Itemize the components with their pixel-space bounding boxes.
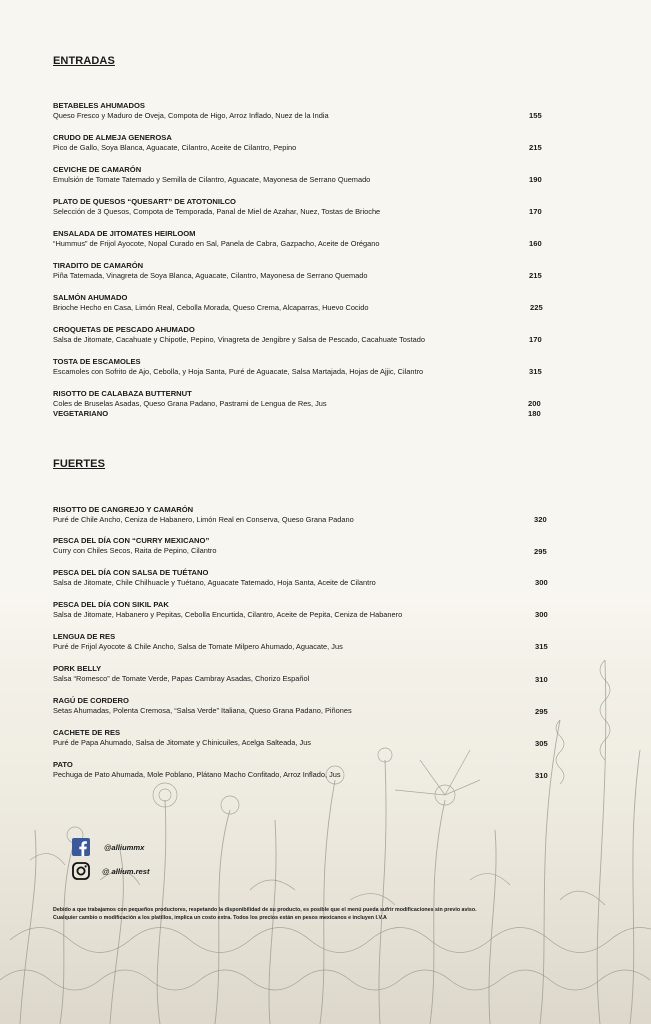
item-name: RAGÚ DE CORDERO (53, 696, 129, 705)
menu-item (53, 760, 573, 780)
menu-item (53, 197, 573, 217)
item-name: RISOTTO DE CALABAZA BUTTERNUT (53, 389, 192, 398)
menu-item (53, 293, 573, 313)
item-price: 295 (535, 707, 548, 716)
item-description: Salsa “Romesco” de Tomate Verde, Papas Cambray Asadas, Chorizo Español (53, 674, 310, 683)
item-description: Puré de Papa Ahumado, Salsa de Jitomate y Chinicuiles, Acelga Salteada, Jus (53, 738, 312, 747)
item-price: 295 (534, 547, 547, 556)
menu-item (53, 165, 573, 185)
item-price: 215 (529, 271, 542, 280)
menu-item (53, 505, 573, 525)
item-description: Curry con Chiles Secos, Raita de Pepino, Cilantro (53, 546, 217, 555)
item-name: CRUDO DE ALMEJA GENEROSA (53, 133, 172, 142)
item-price: 225 (530, 303, 543, 312)
menu-item (53, 261, 573, 281)
menu-item (53, 568, 573, 588)
item-description: Pico de Gallo, Soya Blanca, Aguacate, Cilantro, Aceite de Cilantro, Pepino (53, 143, 297, 152)
menu-item (53, 101, 573, 121)
item-price: 200 (528, 399, 541, 408)
item-variant-price: 180 (528, 409, 541, 418)
item-description: Salsa de Jitomate, Chile Chilhuacle y Tuétano, Aguacate Tatemado, Hoja Santa, Aceite de Cilantro (53, 578, 376, 587)
item-name: ENSALADA DE JITOMATES HEIRLOOM (53, 229, 196, 238)
item-price: 170 (529, 335, 542, 344)
footer-line: Debido a que trabajamos con pequeños productores, respetando la disponibilidad de su producto, es posible que el menú pueda sufrir modificaciones sin previo aviso. (53, 907, 477, 913)
item-description: Setas Ahumadas, Polenta Cremosa, “Salsa Verde” Italiana, Queso Grana Padano, Piñones (53, 706, 352, 715)
menu-item (53, 632, 573, 652)
item-description: “Hummus” de Frijol Ayocote, Nopal Curado en Sal, Panela de Cabra, Gazpacho, Aceite de Orégano (53, 239, 380, 248)
item-price: 310 (535, 675, 548, 684)
item-name: CACHETE DE RES (53, 728, 121, 737)
item-description: Pechuga de Pato Ahumada, Mole Poblano, Plátano Macho Confitado, Arroz Inflado, Jus (53, 770, 341, 779)
item-name: SALMÓN AHUMADO (53, 293, 128, 302)
section-title-fuertes: FUERTES (53, 458, 106, 470)
menu-item (53, 664, 573, 684)
item-price: 300 (535, 578, 548, 587)
item-price: 305 (535, 739, 548, 748)
menu-item (53, 133, 573, 153)
menu-item (53, 357, 573, 377)
item-description: Escamoles con Sofrito de Ajo, Cebolla, y Hoja Santa, Puré de Aguacate, Salsa Martajada, Hojas de Ajjic, Cilantro (53, 367, 424, 376)
item-description: Coles de Bruselas Asadas, Queso Grana Padano, Pastrami de Lengua de Res, Jus (53, 399, 327, 408)
item-name: BETABELES AHUMADOS (53, 101, 145, 110)
item-description: Salsa de Jitomate, Habanero y Pepitas, Cebolla Encurtida, Cilantro, Aceite de Pepita, Ceniza de Habanero (53, 610, 403, 619)
item-name: LENGUA DE RES (53, 632, 116, 641)
item-variant: VEGETARIANO (53, 409, 109, 418)
item-price: 310 (535, 771, 548, 780)
item-name: PATO (53, 760, 73, 769)
item-description: Piña Tatemada, Vinagreta de Soya Blanca, Aguacate, Cilantro, Mayonesa de Serrano Quemado (53, 271, 368, 280)
item-description: Salsa de Jitomate, Cacahuate y Chipotle, Pepino, Vinagreta de Jengibre y Salsa de Pescado, Cacahuate Tostado (53, 335, 425, 344)
social-links (72, 836, 150, 882)
item-name: PLATO DE QUESOS “QUESART” DE ATOTONILCO (53, 197, 236, 206)
item-price: 315 (529, 367, 542, 376)
item-name: TIRADITO DE CAMARÓN (53, 261, 144, 270)
item-price: 190 (529, 175, 542, 184)
item-price: 155 (529, 111, 542, 120)
menu-item (53, 229, 573, 249)
item-name: CROQUETAS DE PESCADO AHUMADO (53, 325, 195, 334)
item-description: Selección de 3 Quesos, Compota de Temporada, Panal de Miel de Azahar, Nuez, Tostas de Brioche (53, 207, 381, 216)
item-description: Queso Fresco y Maduro de Oveja, Compota de Higo, Arroz Inflado, Nuez de la India (53, 111, 329, 120)
menu-item (53, 600, 573, 620)
item-name: CEVICHE DE CAMARÓN (53, 165, 142, 174)
menu-item (53, 389, 573, 419)
instagram-icon (72, 862, 90, 880)
item-description: Emulsión de Tomate Tatemado y Semilla de Cilantro, Aguacate, Mayonesa de Serrano Quemado (53, 175, 371, 184)
section-title-entradas: ENTRADAS (53, 55, 115, 67)
footer-line: Cualquier cambio o modificación a los platillos, implica un costo extra. Todos los precios están en pesos mexicanos e incluyen I.V.A (53, 914, 387, 921)
item-price: 320 (534, 515, 547, 524)
item-price: 170 (529, 207, 542, 216)
item-name: PORK BELLY (53, 664, 102, 673)
item-price: 300 (535, 610, 548, 619)
item-description: Brioche Hecho en Casa, Limón Real, Cebolla Morada, Queso Crema, Alcaparras, Huevo Cocido (53, 303, 369, 312)
item-name: PESCA DEL DÍA CON SALSA DE TUÉTANO (53, 568, 209, 577)
item-name: PESCA DEL DÍA CON SIKIL PAK (53, 600, 169, 609)
item-name: TOSTA DE ESCAMOLES (53, 357, 141, 366)
menu-item (53, 536, 573, 556)
facebook-link[interactable] (72, 836, 150, 858)
facebook-handle: @alliummx (104, 842, 145, 852)
menu-item (53, 696, 573, 716)
item-price: 315 (535, 642, 548, 651)
item-price: 160 (529, 239, 542, 248)
facebook-icon (72, 838, 90, 856)
item-description: Puré de Frijol Ayocote & Chile Ancho, Salsa de Tomate Milpero Ahumado, Aguacate, Jus (53, 642, 343, 651)
instagram-link[interactable] (72, 860, 150, 882)
item-price: 215 (529, 143, 542, 152)
item-name: RISOTTO DE CANGREJO Y CAMARÓN (53, 505, 194, 514)
instagram-handle: @ allium.rest (102, 866, 150, 876)
item-name: PESCA DEL DÍA CON “CURRY MEXICANO” (53, 536, 210, 545)
menu-item (53, 325, 573, 345)
item-description: Puré de Chile Ancho, Ceniza de Habanero, Limón Real en Conserva, Queso Grana Padano (53, 515, 354, 524)
menu-item (53, 728, 573, 748)
footer-disclaimer (53, 907, 593, 922)
